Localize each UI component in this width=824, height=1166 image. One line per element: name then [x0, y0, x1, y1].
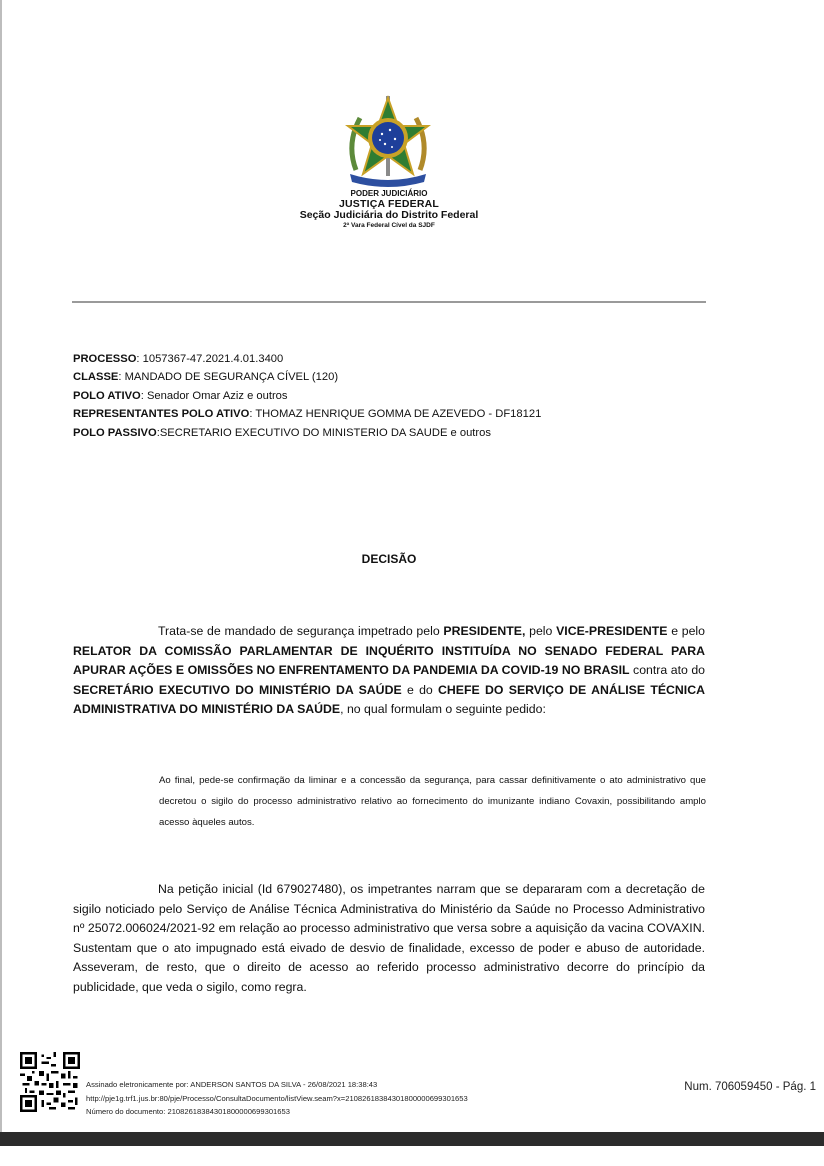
court-header: [200, 190, 578, 229]
signature-info: [86, 1078, 468, 1119]
header-secao: Seção Judiciária do Distrito Federal: [299, 209, 479, 222]
meta-classe: CLASSE: MANDADO DE SEGURANÇA CÍVEL (120): [73, 371, 339, 384]
document-title: DECISÃO: [361, 552, 417, 566]
document-url[interactable]: http://pje1g.trf1.jus.br:80/pje/Processo/ConsultaDocumento/listView.seam?x=21082618384301800000699301653: [86, 1093, 468, 1103]
page-number: Num. 706059450 - Pág. 1: [684, 1081, 816, 1093]
header-vara: 2ª Vara Federal Cível da SJDF: [343, 221, 435, 229]
paragraph-peticao: Na petição inicial (Id 679027480), os impetrantes narram que se depararam com a decretação de sigilo noticiado pelo Serviço de Análise Técnica Administrativa do Ministério da Saúde no Processo Administrativo nº 25072.006024/2021-92 em relação ao processo administrativo que versa sobre a aquisição da vacina COVAXIN. Sustentam que o ato impugnado está eivado de desvio de finalidade, excesso de poder e abuso de autoridade. Asseveram, de resto, que o direito de acesso ao referido processo administrativo decorre do princípio da publicidade, que veda o sigilo, como regra.: [73, 882, 705, 994]
qr-code-icon: [20, 1052, 80, 1112]
meta-representantes: REPRESENTANTES POLO ATIVO: THOMAZ HENRIQUE GOMMA DE AZEVEDO - DF18121: [73, 408, 542, 421]
signed-by: Assinado eletronicamente por: ANDERSON SANTOS DA SILVA - 26/08/2021 18:38:43: [86, 1080, 378, 1089]
case-metadata: [73, 350, 541, 442]
coat-of-arms-icon: [340, 92, 436, 188]
meta-polo-passivo: POLO PASSIVO:SECRETARIO EXECUTIVO DO MINISTERIO DA SAUDE e outros: [73, 426, 491, 439]
meta-processo: PROCESSO: 1057367-47.2021.4.01.3400: [73, 353, 284, 365]
next-page-edge: [0, 1146, 824, 1166]
header-poder: PODER JUDICIÁRIO: [350, 189, 428, 198]
header-divider: [72, 301, 706, 303]
header-justica: JUSTIÇA FEDERAL: [338, 197, 440, 210]
paragraph-intro: Trata-se de mandado de segurança impetrado pelo PRESIDENTE, pelo VICE-PRESIDENTE e pelo RELATOR DA COMISSÃO PARLAMENTAR DE INQUÉRITO INSTITUÍDA NO SENADO FEDERAL PARA APURAR AÇÕES E OMISSÕES NO ENFRENTAMENTO DA PANDEMIA DA COVID-19 NO BRASIL contra ato do SECRETÁRIO EXECUTIVO DO MINISTÉRIO DA SAÚDE e do CHEFE DO SERVIÇO DE ANÁLISE TÉCNICA ADMINISTRATIVA DO MINISTÉRIO DA SAÚDE, no qual formulam o seguinte pedido:: [73, 624, 706, 716]
page-edge: [0, 0, 2, 1132]
document-number: Número do documento: 21082618384301800000699301653: [86, 1107, 290, 1117]
block-quote: Ao final, pede-se confirmação da liminar e a concessão da segurança, para cassar definitivamente o ato administrativo que decretou o sigilo do processo administrativo relativo ao fornecimento do imunizante indiano Covaxin, possibilitando amplo acesso àqueles autos.: [159, 775, 706, 828]
meta-polo-ativo: POLO ATIVO: Senador Omar Aziz e outros: [73, 389, 288, 402]
